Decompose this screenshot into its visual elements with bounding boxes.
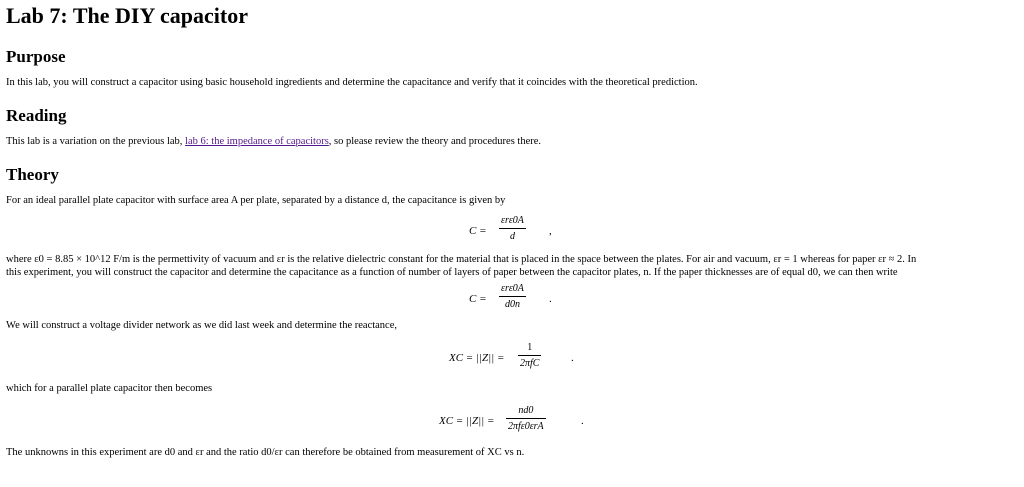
theory-para5: The unknowns in this experiment are d0 and εr and the ratio d0/εr can therefore be obtained from measurement of XC vs n. bbox=[6, 447, 525, 458]
theory-para3: We will construct a voltage divider network as we did last week and determine the reactance, bbox=[6, 320, 398, 331]
theory-heading: Theory bbox=[6, 165, 59, 184]
reading-text-after: , so please review the theory and procedures there. bbox=[328, 136, 542, 147]
eq3-lhs: XC = ||Z|| = bbox=[449, 352, 505, 364]
eq2-denominator: d0n bbox=[504, 299, 520, 310]
equation-reactance-plate bbox=[6, 404, 1018, 438]
eq3-numerator: 1 bbox=[527, 342, 533, 353]
eq4-lhs: XC = ||Z|| = bbox=[439, 415, 495, 427]
reading-text bbox=[6, 135, 1018, 148]
theory-para4: which for a parallel plate capacitor then becomes bbox=[6, 383, 213, 394]
equation-reactance bbox=[6, 341, 1018, 375]
eq2-fraction bbox=[499, 282, 526, 311]
reading-heading: Reading bbox=[6, 106, 67, 125]
eq4-punct: . bbox=[581, 415, 584, 427]
theory-para2-line2: this experiment, you will construct the capacitor and determine the capacitance as a function of number of layers of paper between the capacitor plates, n. If the paper thicknesses are of equal d0, we can then write bbox=[6, 267, 898, 278]
equation-capacitance-layers bbox=[6, 282, 1018, 316]
eq4-numerator: nd0 bbox=[518, 405, 534, 416]
eq3-denominator: 2πfC bbox=[520, 358, 540, 369]
eq2-punct: . bbox=[549, 293, 552, 305]
eq4-denominator: 2πfε0εrA bbox=[508, 421, 544, 432]
eq1-denominator: d bbox=[509, 231, 515, 242]
eq4-fraction bbox=[506, 404, 546, 433]
eq2-numerator: εrε0A bbox=[501, 283, 524, 294]
page-title: Lab 7: The DIY capacitor bbox=[6, 3, 248, 28]
purpose-heading: Purpose bbox=[6, 47, 66, 66]
theory-para2-line1: where ε0 = 8.85 × 10^12 F/m is the permettivity of vacuum and εr is the relative dielectric constant for the material that is placed in the space between the plates. For air and vacuum, εr = 1 whereas for paper εr ≈ 2. In bbox=[6, 254, 917, 265]
reading-text-before: This lab is a variation on the previous lab, bbox=[6, 136, 186, 147]
purpose-text: In this lab, you will construct a capacitor using basic household ingredients and determine the capacitance and verify that it coincides with the theoretical prediction. bbox=[6, 77, 698, 88]
eq2-lhs: C = bbox=[469, 293, 487, 305]
eq3-fraction bbox=[518, 341, 541, 370]
eq1-punct: , bbox=[549, 225, 552, 237]
lab6-link[interactable]: lab 6: the impedance of capacitors bbox=[185, 136, 329, 147]
eq1-numerator: εrε0A bbox=[501, 215, 524, 226]
equation-capacitance bbox=[6, 214, 1018, 248]
eq1-fraction bbox=[499, 214, 526, 243]
theory-intro: For an ideal parallel plate capacitor with surface area A per plate, separated by a distance d, the capacitance is given by bbox=[6, 195, 506, 206]
eq1-lhs: C = bbox=[469, 225, 487, 237]
eq3-punct: . bbox=[571, 352, 574, 364]
